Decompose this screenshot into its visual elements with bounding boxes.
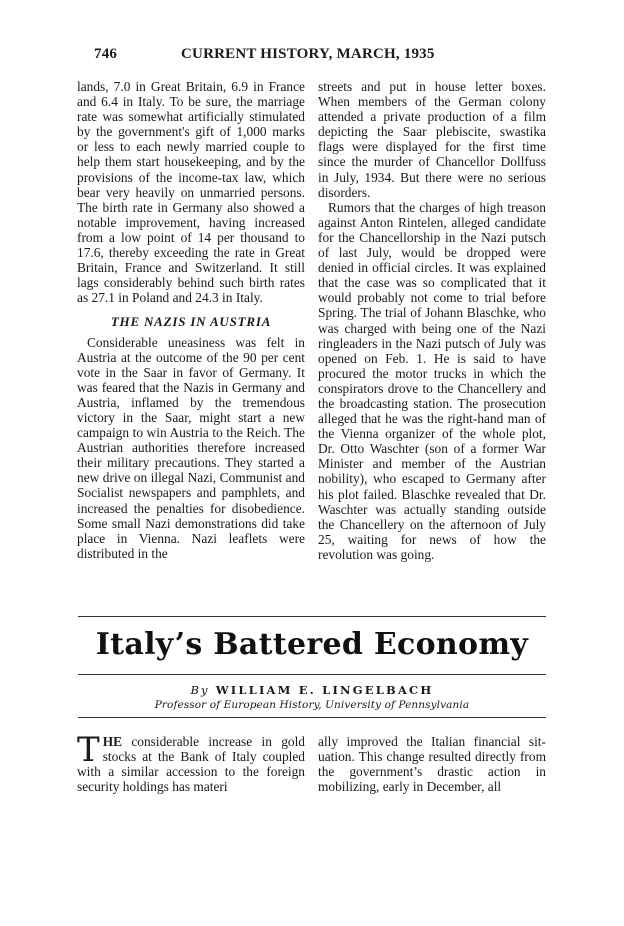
article-continuation-paragraph: ally improved the Italian financial situation. This change resulted directly from the government’s drastic action in mobilizing, early in December, all: [318, 734, 546, 795]
paragraph-marriage-birth-rates: lands, 7.0 in Great Britain, 6.9 in France and 6.4 in Italy. To be sure, the marriage rate was somewhat artificially stimulated by the government's gift of 1,000 marks or less to each newly married couple to help them start housekeeping, and by the provisions of the income-tax law, which bear very heavily on unmarried persons. The birth rate in Germany also showed a notable improvement, having increased from a low point of 14 per thousand to 17.6, thereby exceeding the rate in Great Britain, France and Switzerland. It still lags considerably behind such birth rates as 27.1 in Poland and 24.3 in Italy.: [77, 79, 305, 306]
byline: [78, 683, 546, 697]
article-left-column: [77, 730, 305, 795]
author-name: WILLIAM E. LINGELBACH: [215, 683, 434, 697]
paragraph-nazis-austria: Considerable uneasiness was felt in Austria at the outcome of the 90 per cent vote in the Saar in favor of Germany. It was feared that the Nazis in Germany and Austria, inflamed by the tremendous victory in the Saar, might start a new campaign to win Austria to the Reich. The Austrian authorities therefore increased their military precautions. They started a new drive on illegal Nazi, Communist and Socialist newspapers and pamphlets, and increased the penalties for disobedience. Some small Nazi demonstrations did take place in Vienna. Nazi leaflets were distributed in the: [77, 334, 305, 561]
title-rule-bottom: [78, 674, 546, 675]
running-header: [78, 46, 546, 66]
article-title: Italy’s Battered Economy: [95, 627, 529, 662]
left-column: [77, 79, 305, 561]
lead-caps: HE: [102, 734, 123, 749]
right-column: [318, 79, 546, 562]
byline-rule: [78, 717, 546, 718]
paragraph-saar-film: streets and put in house letter boxes. When members of the German colony attended a private production of a film depicting the Saar plebiscite, swastika flags were displayed for the first time since the murder of Chancellor Dollfuss in July, 1934. But there were no serious disorders.: [318, 79, 546, 200]
drop-cap: T: [77, 730, 100, 770]
journal-title: CURRENT HISTORY, MARCH, 1935: [181, 46, 435, 62]
title-rule-top: [78, 616, 546, 617]
lead-text: considerable increase in gold stocks at the Bank of Italy coupled with a similar accession to the foreign security holdings has materi: [77, 734, 305, 795]
article-right-column: [318, 734, 546, 794]
paragraph-rintelen-blaschke: Rumors that the charges of high treason against Anton Rintelen, alleged candidate for the Chancellorship in the Nazi putsch of last July, would be dropped were denied in official circles. It was explained that the case was so complicated that it would probably not come to trial before Spring. The trial of Johann Blaschke, who was charged with being one of the Nazi ringleaders in the Nazi putsch of July was opened on Feb. 1. He is said to have procured the motor trucks in which the conspirators drove to the Chancellery and the broadcasting station. The prosecution alleged that he was the right-hand man of the Vienna organizer of the whole plot, Dr. Otto Waschter (son of a former War Minister and member of the Austrian nobility), who escaped to Germany after his plot failed. Blaschke revealed that Dr. Waschter was actually standing outside the Chancellery on the afternoon of July 25, waiting for news of how the revolution was going.: [318, 199, 546, 562]
section-subheading: THE NAZIS IN AUSTRIA: [110, 314, 272, 330]
page-number: 746: [94, 46, 118, 62]
article-lead-paragraph: [77, 730, 305, 795]
author-affiliation: Professor of European History, University of Pennsylvania: [154, 699, 470, 711]
byline-prefix: By: [190, 683, 210, 697]
